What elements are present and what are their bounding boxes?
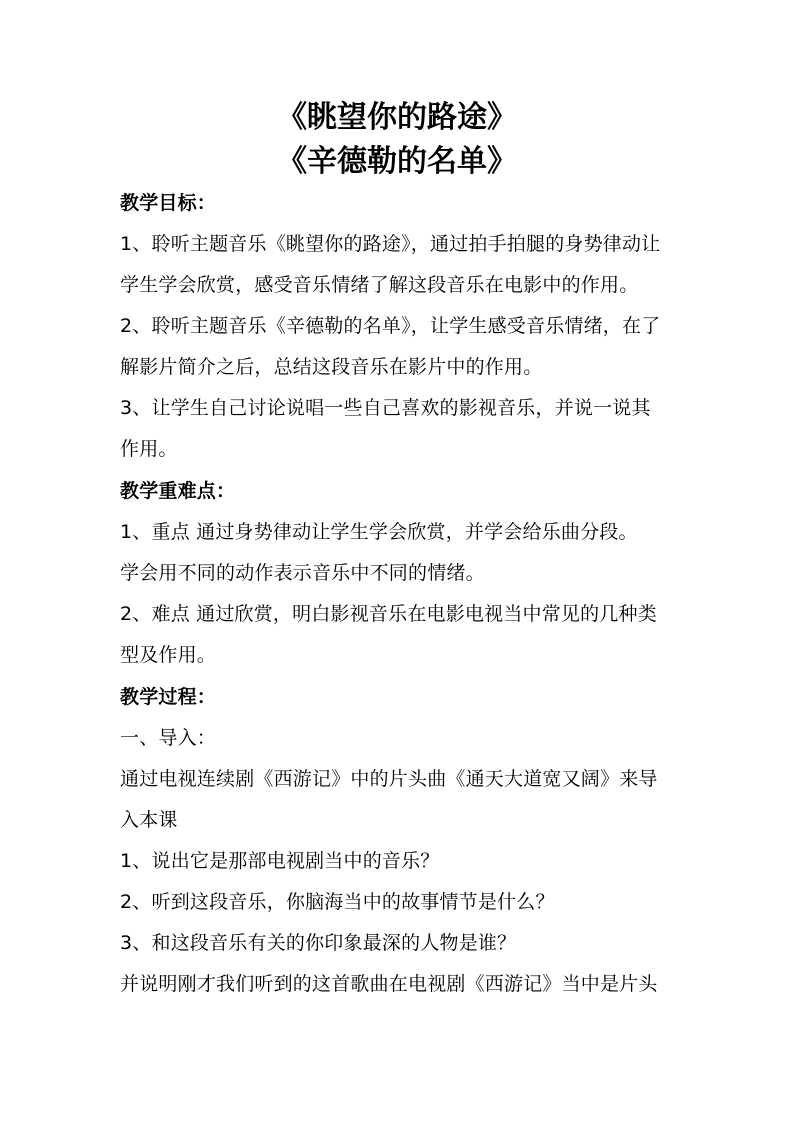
title-2: 《辛德勒的名单》 [277,144,517,179]
heading-key-points: 教学重难点： [120,480,236,502]
text-line: 1、说出它是那部电视剧当中的音乐？ [120,850,440,872]
text-line: 1、聆听主题音乐《眺望你的路途》，通过拍手拍腿的身势律动让 [120,233,661,255]
text-line: 学会用不同的动作表示音乐中不同的情绪。 [120,562,485,584]
text-line: 一、导入： [120,727,217,749]
heading-process: 教学过程： [120,686,217,708]
text-line: 2、难点 通过欣赏，明白影视音乐在电影电视当中常见的几种类 [120,603,657,625]
text-line: 作用。 [120,438,178,460]
text-line: 2、听到这段音乐，你脑海当中的故事情节是什么？ [120,891,555,913]
text-line: 3、让学生自己讨论说唱一些自己喜欢的影视音乐，并说一说其 [120,397,651,419]
text-line: 入本课 [120,809,178,831]
title-1: 《眺望你的路途》 [277,100,517,135]
text-line: 型及作用。 [120,644,217,666]
text-line: 解影片简介之后，总结这段音乐在影片中的作用。 [120,356,543,378]
text-line: 通过电视连续剧《西游记》中的片头曲《通天大道宽又阔》来导 [120,768,658,790]
text-line: 学生学会欣赏，感受音乐情绪了解这段音乐在电影中的作用。 [120,274,639,296]
text-line: 1、重点 通过身势律动让学生学会欣赏，并学会给乐曲分段。 [120,521,638,543]
text-line: 3、和这段音乐有关的你印象最深的人物是谁？ [120,932,517,954]
text-line: 并说明刚才我们听到的这首歌曲在电视剧《西游记》当中是片头 [120,973,658,995]
text-line: 2、聆听主题音乐《辛德勒的名单》，让学生感受音乐情绪，在了 [120,315,661,337]
heading-objectives: 教学目标： [120,192,217,214]
